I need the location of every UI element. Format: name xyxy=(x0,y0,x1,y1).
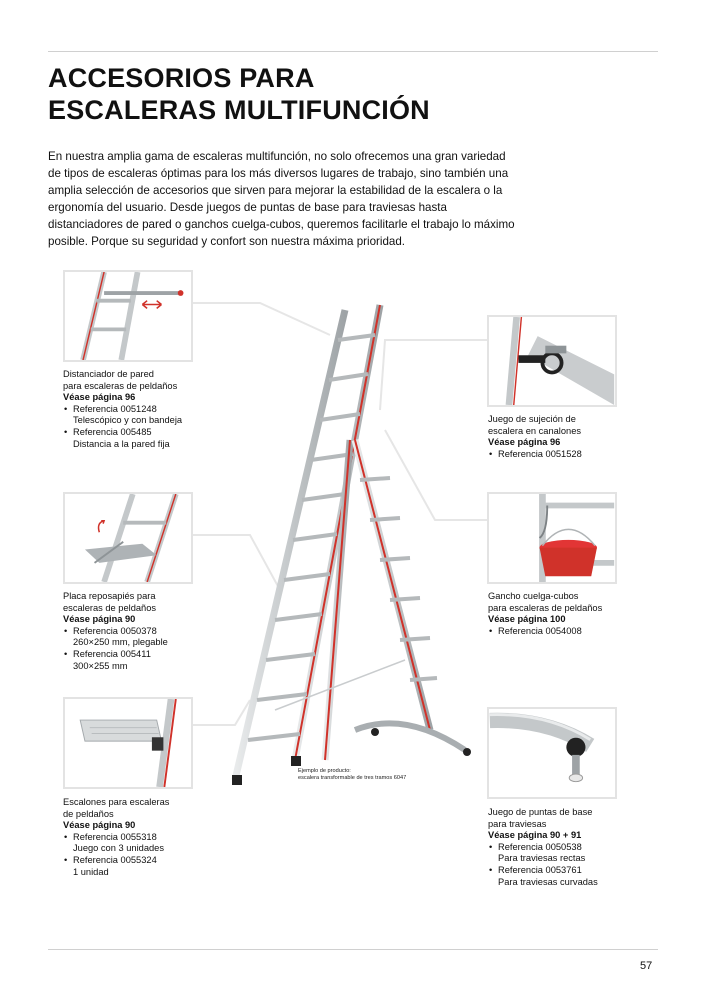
gutter-clamp-image xyxy=(487,315,617,407)
wall-spacer-ref-2: • Referencia 005485 xyxy=(73,426,152,437)
steps-description xyxy=(63,797,213,878)
top-rule xyxy=(48,51,658,52)
base-tips-ref-1: • Referencia 0050538 xyxy=(498,841,582,852)
list-item xyxy=(488,842,638,865)
gutter-clamp-page: Véase página 96 xyxy=(488,437,561,448)
steps-note-2: 1 unidad xyxy=(73,866,109,877)
intro-paragraph: En nuestra amplia gama de escaleras multifunción, no solo ofrecemos una gran variedad de tipos de escaleras óptimas para los más diversos lugares de trabajo, sino también una amplia selección de accesorios que sirven para mejorar la estabilidad de la escalera o la ergonomía del usuario. Desde juegos de puntas de base para traviesas hasta distanciadores de pared o ganchos cuelga-cubos, queremos facilitarle el trabajo lo máximo posible. Porque su seguridad y confort son nuestra máxima prioridad. xyxy=(48,150,515,249)
wall-spacer-note-2: Distancia a la pared fija xyxy=(73,438,170,449)
platform-page: Véase página 90 xyxy=(63,614,136,625)
wall-spacer-name-1: Distanciador de pared xyxy=(63,369,154,379)
list-item xyxy=(488,865,638,888)
bucket-hook-name-2: para escaleras de peldaños xyxy=(488,602,603,613)
bottom-rule xyxy=(48,949,658,950)
wall-spacer-note-1: Telescópico y con bandeja xyxy=(73,415,183,426)
platform-note-1: 260×250 mm, plegable xyxy=(73,637,168,648)
base-tips-page: Véase página 90 + 91 xyxy=(488,830,582,841)
caption-line-1: Ejemplo de producto: xyxy=(298,768,351,774)
platform-ref-2: • Referencia 005411 xyxy=(73,648,151,659)
page-number: 57 xyxy=(640,960,653,972)
gutter-clamp-name-2: escalera en canalones xyxy=(488,425,582,436)
platform-name-2: escaleras de peldaños xyxy=(63,602,157,613)
base-tips-image xyxy=(487,707,617,799)
gutter-clamp-ref-1: • Referencia 0051528 xyxy=(498,448,582,459)
bucket-hook-page: Véase página 100 xyxy=(488,614,566,625)
base-tips-note-2: Para traviesas curvadas xyxy=(498,876,598,887)
caption-line-2: escalera transformable de tres tramos 6047 xyxy=(298,775,407,781)
wall-spacer-description xyxy=(63,369,213,450)
platform-ref-1: • Referencia 0050378 xyxy=(73,625,157,636)
steps-ref-2: • Referencia 0055324 xyxy=(73,854,157,865)
bucket-hook-description xyxy=(488,591,638,637)
base-tips-note-1: Para traviesas rectas xyxy=(498,853,586,864)
platform-name-1: Placa reposapiés para xyxy=(63,591,156,601)
list-item xyxy=(63,404,213,427)
steps-note-1: Juego con 3 unidades xyxy=(73,843,164,854)
list-item xyxy=(63,832,213,855)
wall-spacer-image xyxy=(63,270,193,362)
base-tips-name-1: Juego de puntas de base xyxy=(488,807,593,817)
wall-spacer-page: Véase página 96 xyxy=(63,392,136,403)
list-item xyxy=(488,449,638,461)
title-line-1: ACCESORIOS PARA xyxy=(48,63,315,93)
platform-image xyxy=(63,492,193,584)
wall-spacer-ref-1: • Referencia 0051248 xyxy=(73,403,157,414)
multifunction-ladder-image xyxy=(205,290,490,800)
gutter-clamp-description xyxy=(488,414,638,460)
base-tips-ref-2: • Referencia 0053761 xyxy=(498,864,582,875)
bucket-hook-name-1: Gancho cuelga-cubos xyxy=(488,591,579,601)
steps-name-2: de peldaños xyxy=(63,808,114,819)
platform-note-2: 300×255 mm xyxy=(73,660,128,671)
steps-ref-1: • Referencia 0055318 xyxy=(73,831,157,842)
list-item xyxy=(488,626,638,638)
steps-name-1: Escalones para escaleras xyxy=(63,797,170,807)
list-item xyxy=(63,649,213,672)
gutter-clamp-name-1: Juego de sujeción de xyxy=(488,414,576,424)
page-title xyxy=(48,62,548,126)
product-example-caption xyxy=(298,768,406,782)
list-item xyxy=(63,626,213,649)
base-tips-name-2: para traviesas xyxy=(488,818,547,829)
bucket-hook-image xyxy=(487,492,617,584)
title-line-2: ESCALERAS MULTIFUNCIÓN xyxy=(48,95,430,125)
list-item xyxy=(63,855,213,878)
list-item xyxy=(63,427,213,450)
steps-image xyxy=(63,697,193,789)
platform-description xyxy=(63,591,213,672)
wall-spacer-name-2: para escaleras de peldaños xyxy=(63,380,178,391)
bucket-hook-ref-1: • Referencia 0054008 xyxy=(498,625,582,636)
base-tips-description xyxy=(488,807,638,888)
steps-page: Véase página 90 xyxy=(63,820,136,831)
